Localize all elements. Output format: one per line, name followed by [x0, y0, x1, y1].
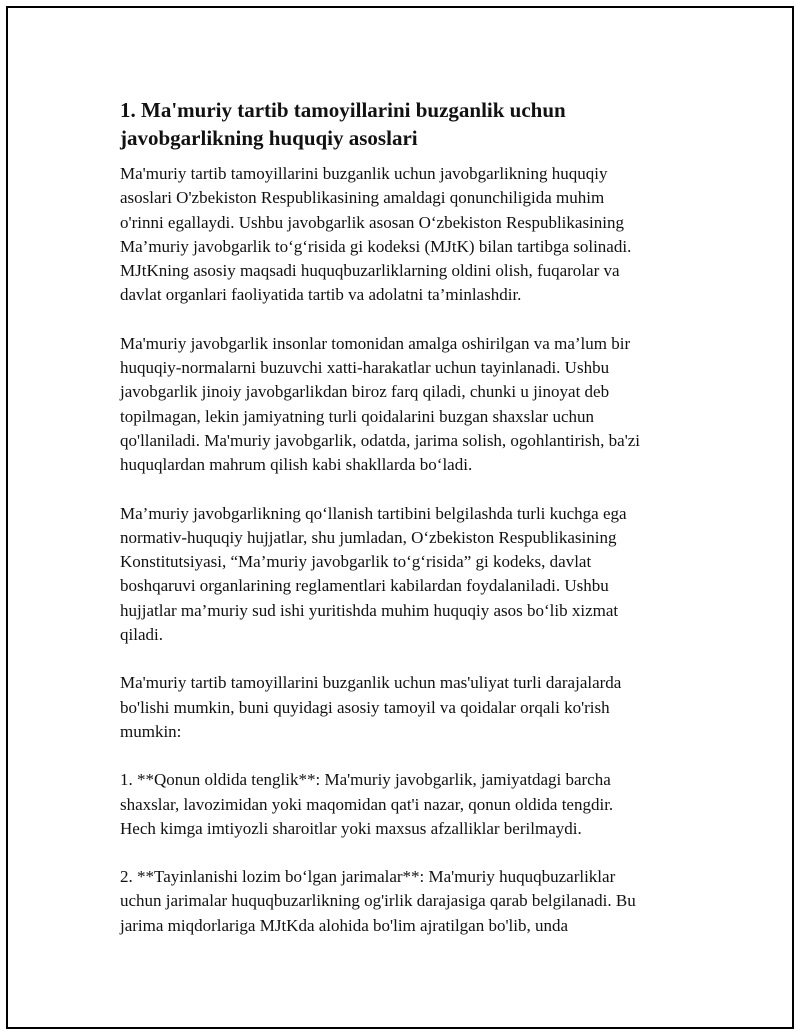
text-line: huquqiy-normalarni buzuvchi xatti-harakatlar uchun tayinlanadi. Ushbu	[120, 358, 610, 378]
text-line: MJtKning asosiy maqsadi huquqbuzarliklarning oldini olish, fuqarolar va	[120, 261, 620, 281]
text-line: huquqlardan mahrum qilish kabi shakllarda bo‘ladi.	[120, 455, 473, 475]
text-line: Hech kimga imtiyozli sharoitlar yoki maxsus afzalliklar berilmaydi.	[120, 818, 582, 838]
text-line: Ma'muriy tartib tamoyillarini buzganlik uchun mas'uliyat turli darajalarda	[120, 673, 622, 693]
text-line: Ma’muriy javobgarlik to‘g‘risida gi kodeksi (MJtK) bilan tartibga solinadi.	[120, 236, 632, 256]
section-title-line: javobgarlikning huquqiy asoslari	[120, 126, 418, 150]
paragraph-responsibility-levels	[120, 671, 680, 744]
text-line: hujjatlar ma’muriy sud ishi yuritishda muhim huquqiy asos bo‘lib xizmat	[120, 600, 619, 620]
text-line: boshqaruvi organlarining reglamentlari kabilardan foydalaniladi. Ushbu	[120, 576, 609, 596]
text-line: 2. **Tayinlanishi lozim bo‘lgan jarimalar**: Ma'muriy huquqbuzarliklar	[120, 867, 616, 887]
section-title-line: 1. Ma'muriy tartib tamoyillarini buzganlik uchun	[120, 98, 566, 122]
text-line: uchun jarimalar huquqbuzarlikning og'irlik darajasiga qarab belgilanadi. Bu	[120, 891, 636, 911]
text-line: qiladi.	[120, 625, 163, 645]
text-line: qo'llaniladi. Ma'muriy javobgarlik, odatda, jarima solish, ogohlantirish, ba'zi	[120, 430, 641, 450]
text-line: asoslari O'zbekiston Respublikasining amaldagi qonunchiligida muhim	[120, 188, 605, 208]
text-line: shaxslar, lavozimidan yoki maqomidan qat'i nazar, qonun oldida tengdir.	[120, 794, 614, 814]
section-title	[120, 96, 680, 152]
text-line: jarima miqdorlariga MJtKda alohida bo'lim ajratilgan bo'lib, unda	[120, 915, 569, 935]
paragraph-administrative-liability	[120, 332, 680, 478]
text-line: topilmagan, lekin jamiyatning turli qoidalarini buzgan shaxslar uchun	[120, 406, 594, 426]
page-frame	[6, 6, 794, 1029]
paragraph-legal-basis	[120, 162, 680, 308]
text-line: davlat organlari faoliyatida tartib va adolatni ta’minlashdir.	[120, 285, 522, 305]
text-line: Ma'muriy javobgarlik insonlar tomonidan amalga oshirilgan va ma’lum bir	[120, 333, 631, 353]
text-line: 1. **Qonun oldida tenglik**: Ma'muriy javobgarlik, jamiyatdagi barcha	[120, 770, 611, 790]
document-body	[120, 96, 680, 962]
text-line: mumkin:	[120, 721, 182, 741]
text-line: o'rinni egallaydi. Ushbu javobgarlik asosan O‘zbekiston Respublikasining	[120, 212, 625, 232]
text-line: Konstitutsiyasi, “Ma’muriy javobgarlik to‘g‘risida” gi kodeks, davlat	[120, 552, 592, 572]
text-line: normativ-huquqiy hujjatlar, shu jumladan, O‘zbekiston Respublikasining	[120, 527, 617, 547]
text-line: Ma'muriy tartib tamoyillarini buzganlik uchun javobgarlikning huquqiy	[120, 164, 608, 183]
list-item-fines	[120, 865, 680, 938]
text-line: Ma’muriy javobgarlikning qo‘llanish tartibini belgilashda turli kuchga ega	[120, 503, 627, 523]
list-item-equality	[120, 768, 680, 841]
paragraph-normative-acts	[120, 502, 680, 648]
text-line: bo'lishi mumkin, buni quyidagi asosiy tamoyil va qoidalar orqali ko'rish	[120, 697, 610, 717]
text-line: javobgarlik jinoiy javobgarlikdan biroz farq qiladi, chunki u jinoyat deb	[120, 382, 610, 402]
